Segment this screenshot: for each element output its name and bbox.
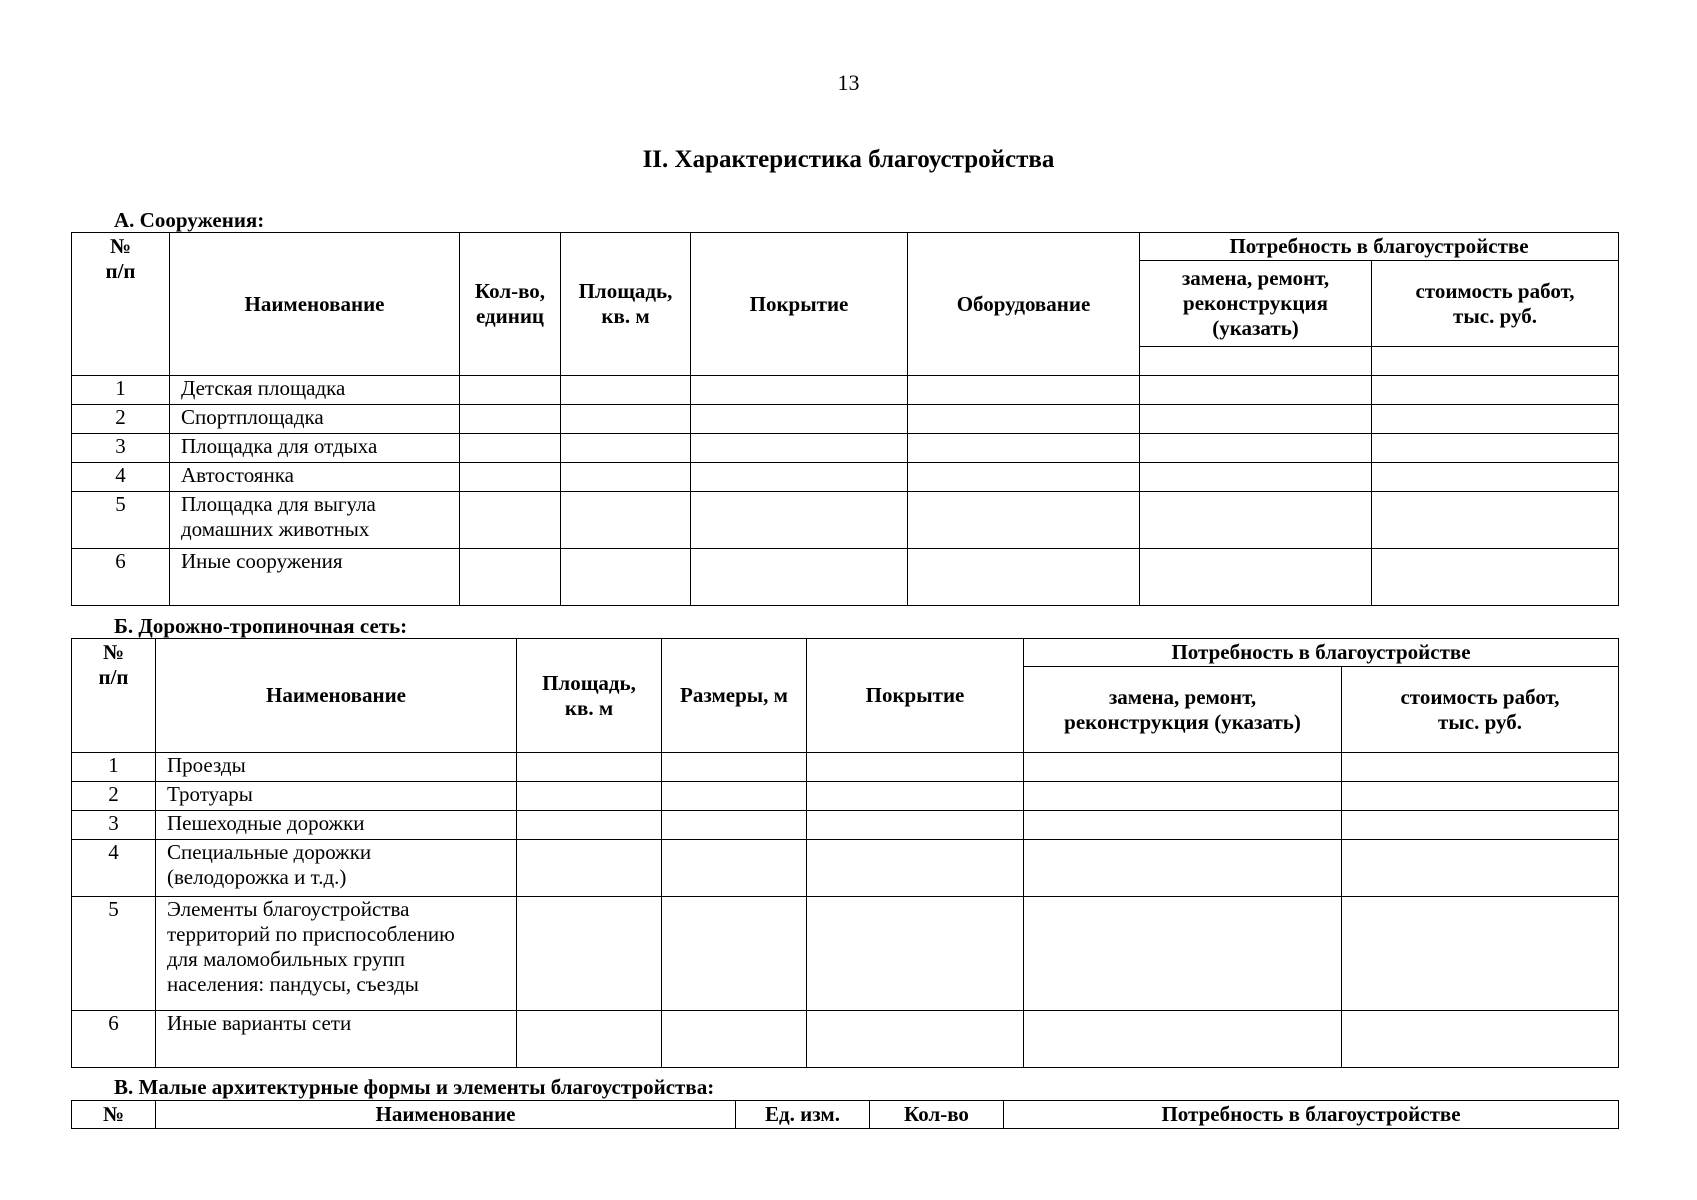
row-number: 2 (72, 782, 156, 811)
header-need-work-line: замена, ремонт, (1108, 684, 1257, 709)
row-cell (807, 1011, 1024, 1068)
table-row (72, 782, 1619, 811)
row-name-line: (велодорожка и т.д.) (167, 865, 347, 889)
structures-table (71, 232, 1619, 606)
row-cell (517, 1011, 662, 1068)
row-cell (1024, 811, 1342, 840)
header-count (460, 233, 561, 376)
section-b-heading: Б. Дорожно-тропиночная сеть: (114, 614, 408, 638)
row-cell (1342, 753, 1619, 782)
row-cell (561, 463, 691, 492)
row-cell (561, 405, 691, 434)
header-count-line: Кол-во, (474, 279, 546, 303)
row-cell (691, 492, 908, 549)
row-cell (1024, 897, 1342, 1011)
row-name: Иные варианты сети (156, 1011, 517, 1068)
row-name (170, 492, 460, 549)
header-number-line: п/п (105, 259, 136, 283)
row-cell (908, 549, 1140, 606)
table-row (72, 811, 1619, 840)
header-need-cost (1342, 667, 1619, 753)
header-need-work-line: (указать) (1212, 316, 1299, 340)
row-name: Пешеходные дорожки (156, 811, 517, 840)
row-number: 6 (72, 549, 170, 606)
row-cell (1140, 492, 1372, 549)
small-forms-table (71, 1100, 1619, 1129)
row-cell (1140, 463, 1372, 492)
header-need: Потребность в благоустройстве (1140, 233, 1619, 261)
row-cell (691, 434, 908, 463)
row-name: Проезды (156, 753, 517, 782)
header-need: Потребность в благоустройстве (1024, 639, 1619, 667)
header-cover: Покрытие (691, 233, 908, 376)
row-cell (1342, 1011, 1619, 1068)
row-cell (460, 463, 561, 492)
header-cover: Покрытие (807, 639, 1024, 753)
header-size: Размеры, м (662, 639, 807, 753)
row-cell (807, 811, 1024, 840)
row-cell (1372, 549, 1619, 606)
row-cell (908, 434, 1140, 463)
row-cell (460, 405, 561, 434)
row-cell (662, 1011, 807, 1068)
row-number: 3 (72, 811, 156, 840)
row-name: Площадка для отдыха (170, 434, 460, 463)
header-area-line: Площадь, (542, 670, 636, 695)
header-name: Наименование (156, 639, 517, 753)
header-need-work-line: реконструкция (1183, 291, 1328, 315)
header-equipment: Оборудование (908, 233, 1140, 376)
row-cell (1342, 840, 1619, 897)
row-cell (1372, 376, 1619, 405)
table-row (72, 897, 1619, 1011)
row-cell (662, 840, 807, 897)
row-cell (662, 811, 807, 840)
table-row (72, 463, 1619, 492)
table-row (72, 549, 1619, 606)
row-name: Детская площадка (170, 376, 460, 405)
row-name-line: территорий по приспособлению (167, 922, 455, 946)
header-number (72, 233, 170, 376)
row-cell (908, 463, 1140, 492)
table-row (72, 753, 1619, 782)
header-need: Потребность в благоустройстве (1004, 1101, 1619, 1129)
row-cell (1024, 1011, 1342, 1068)
header-area-line: Площадь, (578, 279, 673, 303)
row-cell (908, 376, 1140, 405)
empty-cell (1372, 347, 1619, 376)
row-number: 6 (72, 1011, 156, 1068)
row-cell (691, 376, 908, 405)
header-need-work (1024, 667, 1342, 753)
table-row (72, 434, 1619, 463)
row-number: 5 (72, 897, 156, 1011)
row-cell (662, 782, 807, 811)
header-count: Кол-во (870, 1101, 1004, 1129)
row-cell (561, 434, 691, 463)
header-need-cost-line: тыс. руб. (1438, 709, 1522, 734)
page-title: II. Характеристика благоустройства (642, 146, 1055, 173)
header-number-line: п/п (98, 665, 129, 689)
row-cell (1024, 753, 1342, 782)
row-cell (561, 549, 691, 606)
header-area (561, 233, 691, 376)
header-unit: Ед. изм. (736, 1101, 870, 1129)
row-name-line: для маломобильных групп (167, 947, 405, 971)
row-number: 3 (72, 434, 170, 463)
table-row (72, 840, 1619, 897)
row-cell (460, 434, 561, 463)
row-cell (691, 463, 908, 492)
row-cell (1140, 549, 1372, 606)
row-cell (807, 753, 1024, 782)
table-row (72, 376, 1619, 405)
row-name-line: Площадка для выгула (181, 492, 376, 516)
row-cell (691, 405, 908, 434)
header-need-cost (1372, 261, 1619, 347)
row-name-line: Элементы благоустройства (167, 897, 410, 921)
header-area-line: кв. м (564, 695, 614, 720)
row-cell (691, 549, 908, 606)
row-cell (561, 492, 691, 549)
row-cell (460, 549, 561, 606)
paths-table (71, 638, 1619, 1068)
row-name-line: населения: пандусы, съезды (167, 972, 419, 996)
row-cell (807, 897, 1024, 1011)
row-cell (1024, 782, 1342, 811)
row-cell (1140, 405, 1372, 434)
table-row (72, 492, 1619, 549)
row-cell (1140, 434, 1372, 463)
row-cell (1342, 897, 1619, 1011)
row-cell (1372, 434, 1619, 463)
row-cell (517, 840, 662, 897)
row-cell (662, 897, 807, 1011)
header-area (517, 639, 662, 753)
table-row (72, 405, 1619, 434)
row-cell (1372, 463, 1619, 492)
table-row (72, 1011, 1619, 1068)
header-number: № (72, 1101, 156, 1129)
row-cell (662, 753, 807, 782)
row-cell (460, 376, 561, 405)
row-number: 4 (72, 463, 170, 492)
header-need-work-line: замена, ремонт, (1181, 266, 1330, 290)
section-c-heading: В. Малые архитектурные формы и элементы благоустройства: (114, 1075, 715, 1099)
row-name: Спортплощадка (170, 405, 460, 434)
row-cell (517, 897, 662, 1011)
header-area-line: кв. м (601, 304, 650, 328)
row-name (156, 840, 517, 897)
row-cell (908, 405, 1140, 434)
row-number: 1 (72, 753, 156, 782)
row-number: 4 (72, 840, 156, 897)
row-cell (561, 376, 691, 405)
row-cell (1342, 811, 1619, 840)
header-number-line: № (109, 234, 132, 258)
row-number: 5 (72, 492, 170, 549)
header-number (72, 639, 156, 753)
row-cell (1024, 840, 1342, 897)
row-cell (517, 782, 662, 811)
row-cell (1372, 492, 1619, 549)
row-cell (517, 811, 662, 840)
header-name: Наименование (170, 233, 460, 376)
header-name: Наименование (156, 1101, 736, 1129)
row-name (156, 897, 517, 1011)
row-number: 1 (72, 376, 170, 405)
row-cell (807, 840, 1024, 897)
row-cell (807, 782, 1024, 811)
row-cell (460, 492, 561, 549)
row-number: 2 (72, 405, 170, 434)
row-cell (908, 492, 1140, 549)
row-cell (517, 753, 662, 782)
row-cell (1342, 782, 1619, 811)
header-number-line: № (102, 640, 125, 664)
row-cell (1140, 376, 1372, 405)
row-name: Иные сооружения (170, 549, 460, 606)
section-a-heading: А. Сооружения: (114, 208, 265, 232)
row-name: Тротуары (156, 782, 517, 811)
header-count-line: единиц (475, 304, 545, 328)
header-need-work-line: реконструкция (указать) (1064, 709, 1301, 734)
header-need-cost-line: стоимость работ, (1400, 684, 1560, 709)
row-name: Автостоянка (170, 463, 460, 492)
header-need-cost-line: тыс. руб. (1453, 303, 1537, 328)
row-cell (1372, 405, 1619, 434)
page-number: 13 (837, 70, 860, 95)
header-need-cost-line: стоимость работ, (1415, 278, 1575, 303)
empty-cell (1140, 347, 1372, 376)
row-name-line: Специальные дорожки (167, 840, 372, 864)
row-name-line: домашних животных (181, 517, 370, 541)
header-need-work (1140, 261, 1372, 347)
